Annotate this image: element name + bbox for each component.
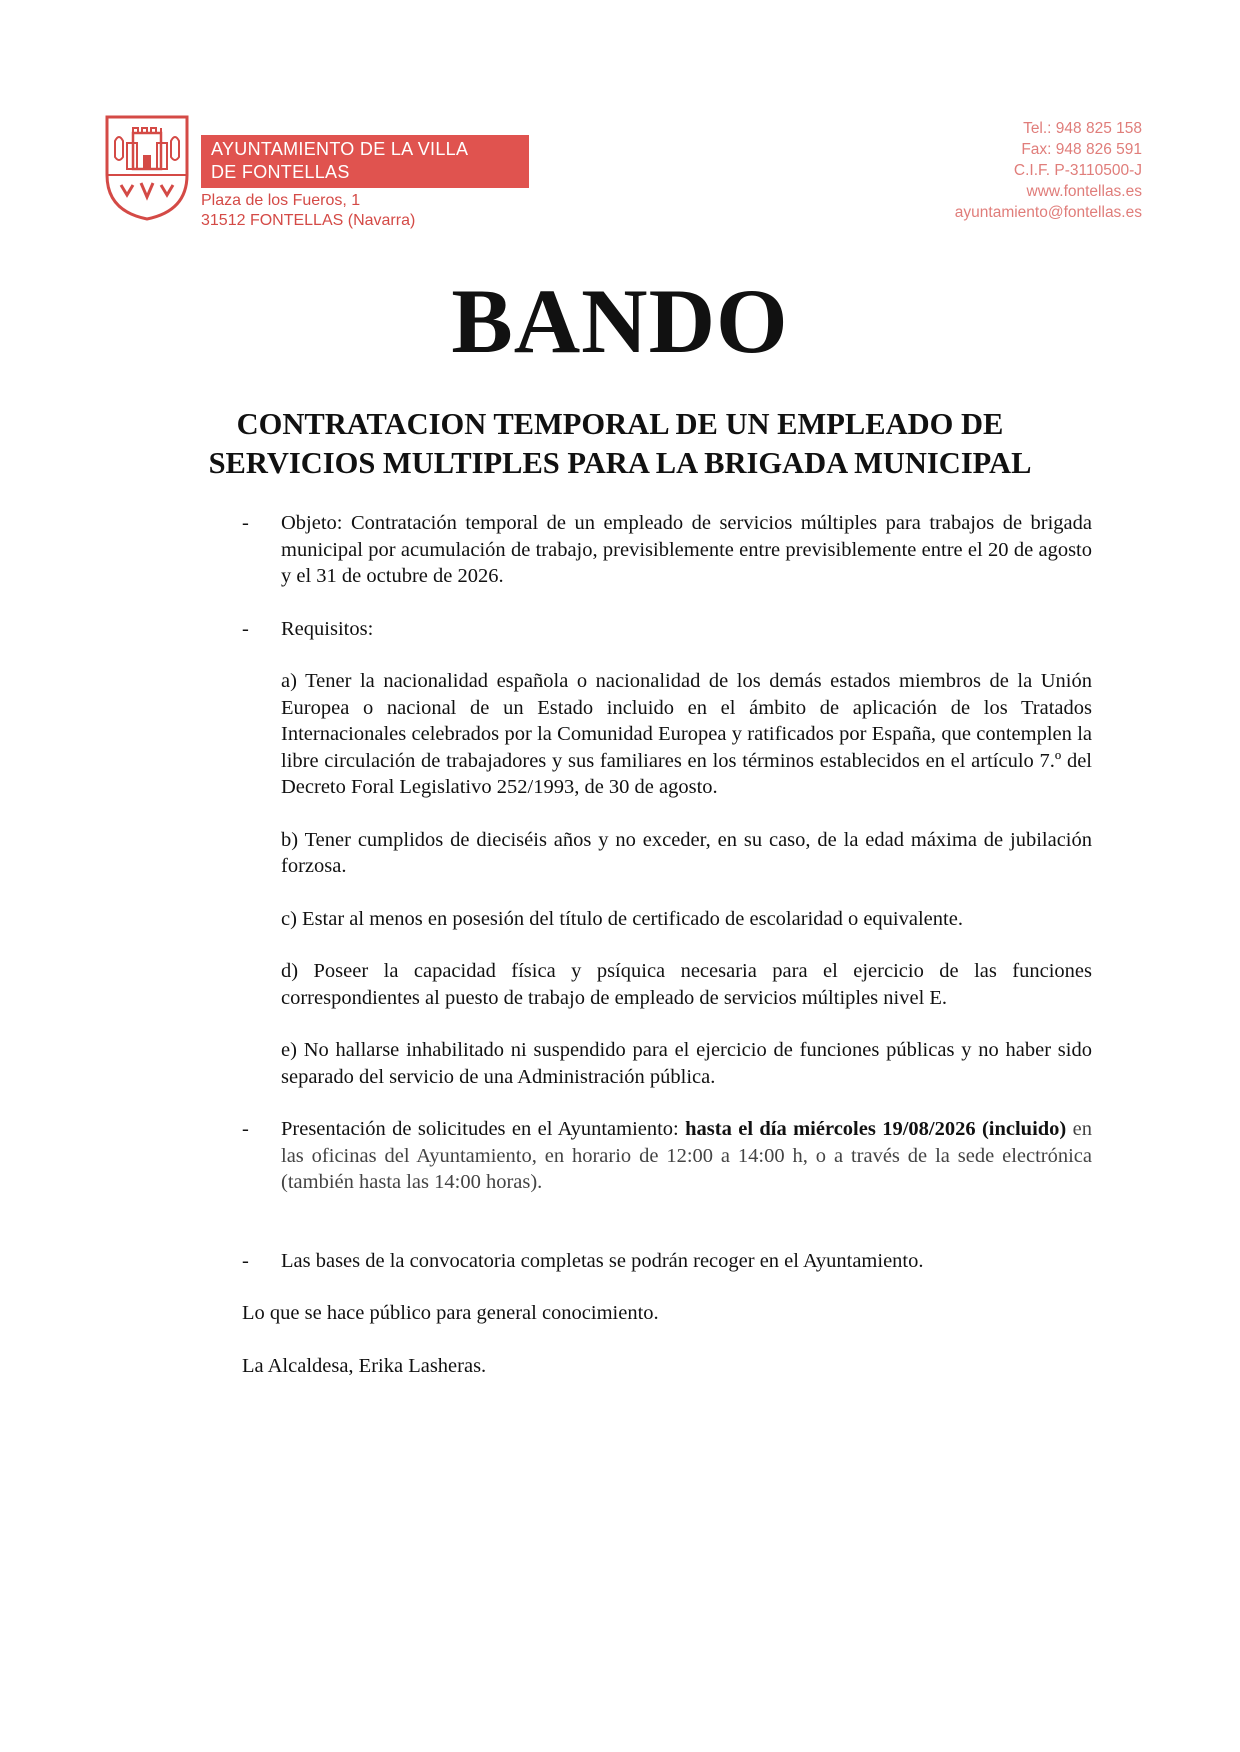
org-name-line1: AYUNTAMIENTO DE LA VILLA: [211, 139, 469, 159]
letterhead: [0, 0, 1240, 240]
contact-cif: C.I.F. P-3110500-J: [1013, 162, 1142, 179]
subtitle-line2: SERVICIOS MULTIPLES PARA LA BRIGADA MUNICIPAL: [208, 446, 1032, 480]
page-title: BANDO: [451, 270, 789, 372]
contact-block: [955, 118, 1142, 223]
address-street: Plaza de los Fueros, 1: [201, 192, 361, 209]
bullet-dash: -: [242, 1118, 249, 1140]
requisito-a: a) Tener la nacionalidad española o nacionalidad de los demás estados miembros de la Unión Europea o nacional de un Estado incluido en el ámbito de aplicación de los Tratados Internacionales celebrados por la Comunidad Europea y ratificados por España, que contemplen la libre circulación de trabajadores y sus familiares en los términos establecidos en el artículo 7.º del Decreto Foral Legislativo 252/1993, de 30 de agosto.: [281, 670, 1092, 798]
presentacion-rest: en las oficinas del Ayuntamiento, en horario de 12:00 a 14:00 h, o a través de la sede electrónica (también hasta las 14:00 horas).: [281, 1118, 1092, 1193]
requisito-e: e) No hallarse inhabilitado ni suspendido para el ejercicio de funciones públicas y no haber sido separado del servicio de una Administración pública.: [281, 1039, 1092, 1088]
presentacion-deadline: hasta el día miércoles 19/08/2026 (incluido): [685, 1118, 1067, 1140]
objeto-item: [242, 510, 1092, 590]
contact-email: ayuntamiento@fontellas.es: [954, 204, 1142, 221]
document-subtitle: [0, 405, 1240, 483]
bullet-dash: -: [242, 1249, 249, 1272]
bullet-dash: -: [242, 617, 249, 640]
subtitle-line1: CONTRATACION TEMPORAL DE UN EMPLEADO DE: [236, 407, 1004, 441]
document-body: [242, 510, 1092, 1379]
town-crest-icon: [103, 113, 191, 223]
bases-text: Las bases de la convocatoria completas se podrán recoger en el Ayuntamiento.: [281, 1249, 924, 1272]
contact-fax: Fax: 948 826 591: [1021, 141, 1142, 158]
requisitos-item: [242, 616, 1092, 643]
requisitos-label: Requisitos:: [281, 617, 374, 640]
objeto-text: Objeto: Contratación temporal de un empleado de servicios múltiples para trabajos de brigada municipal por acumulación de trabajo, previsiblemente entre previsiblemente entre el 20 de agosto y el 31 de octubre de 2026.: [281, 512, 1092, 587]
bases-item: [242, 1248, 1092, 1275]
requisito-c: c) Estar al menos en posesión del título de certificado de escolaridad o equivalente.: [281, 907, 963, 930]
signature-text: La Alcaldesa, Erika Lasheras.: [242, 1354, 487, 1377]
contact-tel: Tel.: 948 825 158: [1023, 120, 1142, 137]
contact-web: www.fontellas.es: [1026, 183, 1142, 200]
closing-text: Lo que se hace público para general conocimiento.: [242, 1302, 659, 1324]
presentacion-item: [242, 1116, 1092, 1196]
address-city: 31512 FONTELLAS (Navarra): [201, 212, 416, 229]
presentacion-intro: Presentación de solicitudes en el Ayuntamiento:: [281, 1118, 686, 1140]
bullet-dash: -: [242, 512, 249, 534]
org-name-band: [201, 135, 529, 188]
requisito-b: b) Tener cumplidos de dieciséis años y no exceder, en su caso, de la edad máxima de jubilación forzosa.: [281, 828, 1092, 877]
requisito-d: d) Poseer la capacidad física y psíquica necesaria para el ejercicio de las funciones correspondientes al puesto de trabajo de empleado de servicios múltiples nivel E.: [281, 960, 1092, 1009]
org-name-line2: DE FONTELLAS: [211, 162, 350, 182]
